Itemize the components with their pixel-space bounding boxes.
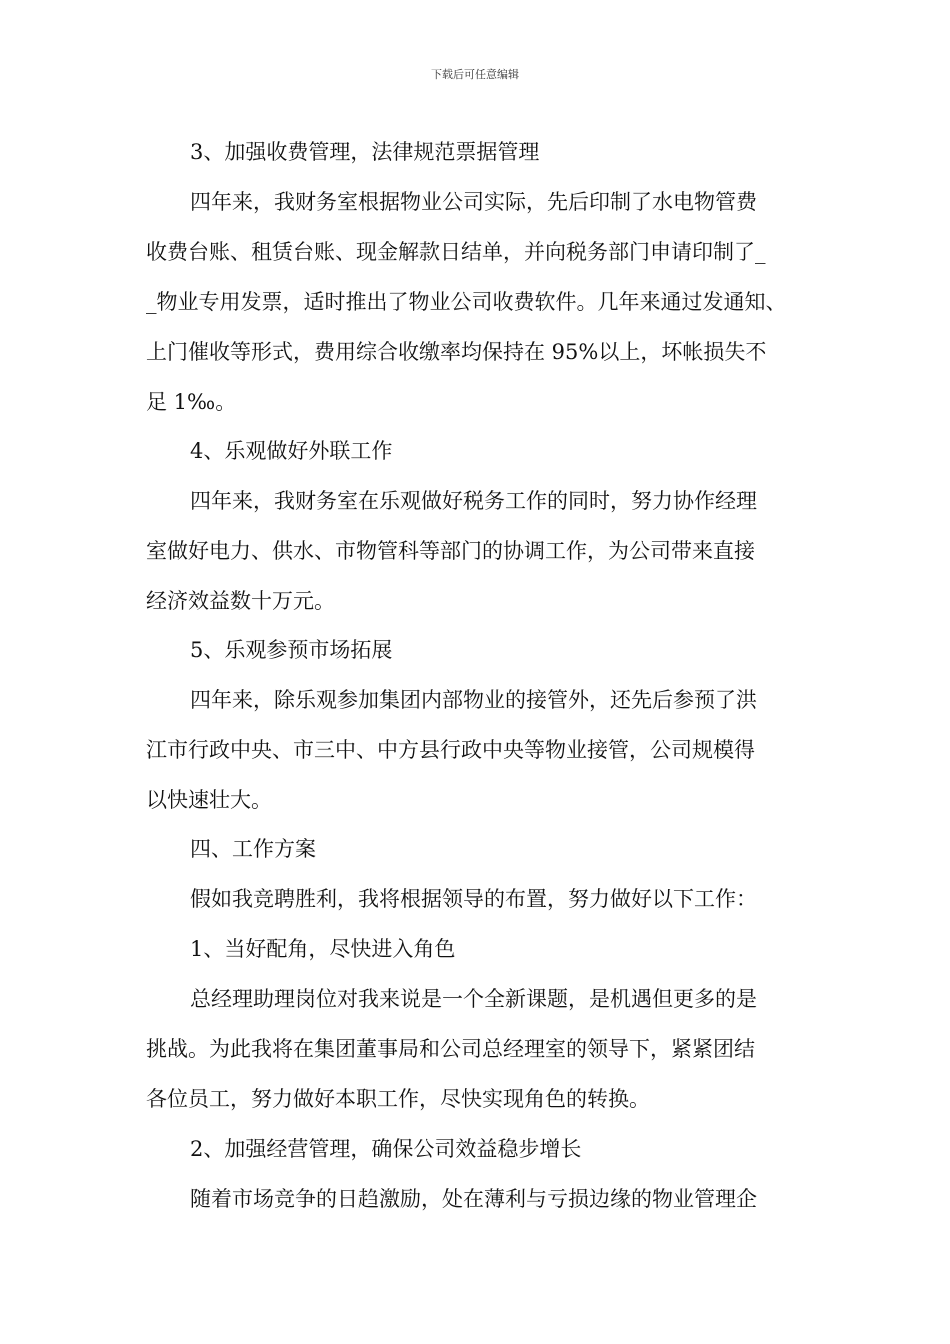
paragraph-line: 各位员工，努力做好本职工作，尽快实现角色的转换。 bbox=[146, 1087, 650, 1111]
heading-2: 2、加强经营管理，确保公司效益稳步增长 bbox=[190, 1137, 582, 1161]
paragraph-line: 四年来，我财务室在乐观做好税务工作的同时，努力协作经理 bbox=[190, 489, 757, 513]
paragraph-line: 挑战。为此我将在集团董事局和公司总经理室的领导下，紧紧团结 bbox=[146, 1037, 755, 1061]
paragraph-line: 收费台账、租赁台账、现金解款日结单，并向税务部门申请印制了_ bbox=[146, 240, 766, 264]
paragraph-line: 室做好电力、供水、市物管科等部门的协调工作，为公司带来直接 bbox=[146, 539, 755, 563]
paragraph-line: 上门催收等形式，费用综合收缴率均保持在 95%以上，坏帐损失不 bbox=[146, 340, 767, 364]
paragraph-line: 以快速壮大。 bbox=[146, 788, 272, 812]
paragraph-line: 随着市场竞争的日趋激励，处在薄利与亏损边缘的物业管理企 bbox=[190, 1187, 757, 1211]
heading-1: 1、当好配角，尽快进入角色 bbox=[190, 937, 456, 961]
heading-5: 5、乐观参预市场拓展 bbox=[190, 638, 393, 662]
paragraph-line: 江市行政中央、市三中、中方县行政中央等物业接管，公司规模得 bbox=[146, 738, 755, 762]
paragraph-line: 四年来，除乐观参加集团内部物业的接管外，还先后参预了洪 bbox=[190, 688, 757, 712]
paragraph-line: 假如我竞聘胜利，我将根据领导的布置，努力做好以下工作： bbox=[190, 887, 757, 911]
paragraph-line: 四年来，我财务室根据物业公司实际，先后印制了水电物管费 bbox=[190, 190, 757, 214]
heading-3: 3、加强收费管理，法律规范票据管理 bbox=[190, 140, 540, 164]
paragraph-line: 足 1‰。 bbox=[146, 390, 237, 414]
paragraph-line: _物业专用发票，适时推出了物业公司收费软件。几年来通过发通知、 bbox=[146, 290, 787, 314]
paragraph-line: 总经理助理岗位对我来说是一个全新课题，是机遇但更多的是 bbox=[190, 987, 757, 1011]
page-header: 下载后可任意编辑 bbox=[431, 68, 519, 81]
paragraph-line: 经济效益数十万元。 bbox=[146, 589, 335, 613]
heading-4: 4、乐观做好外联工作 bbox=[190, 439, 393, 463]
section-heading: 四、工作方案 bbox=[190, 837, 316, 861]
